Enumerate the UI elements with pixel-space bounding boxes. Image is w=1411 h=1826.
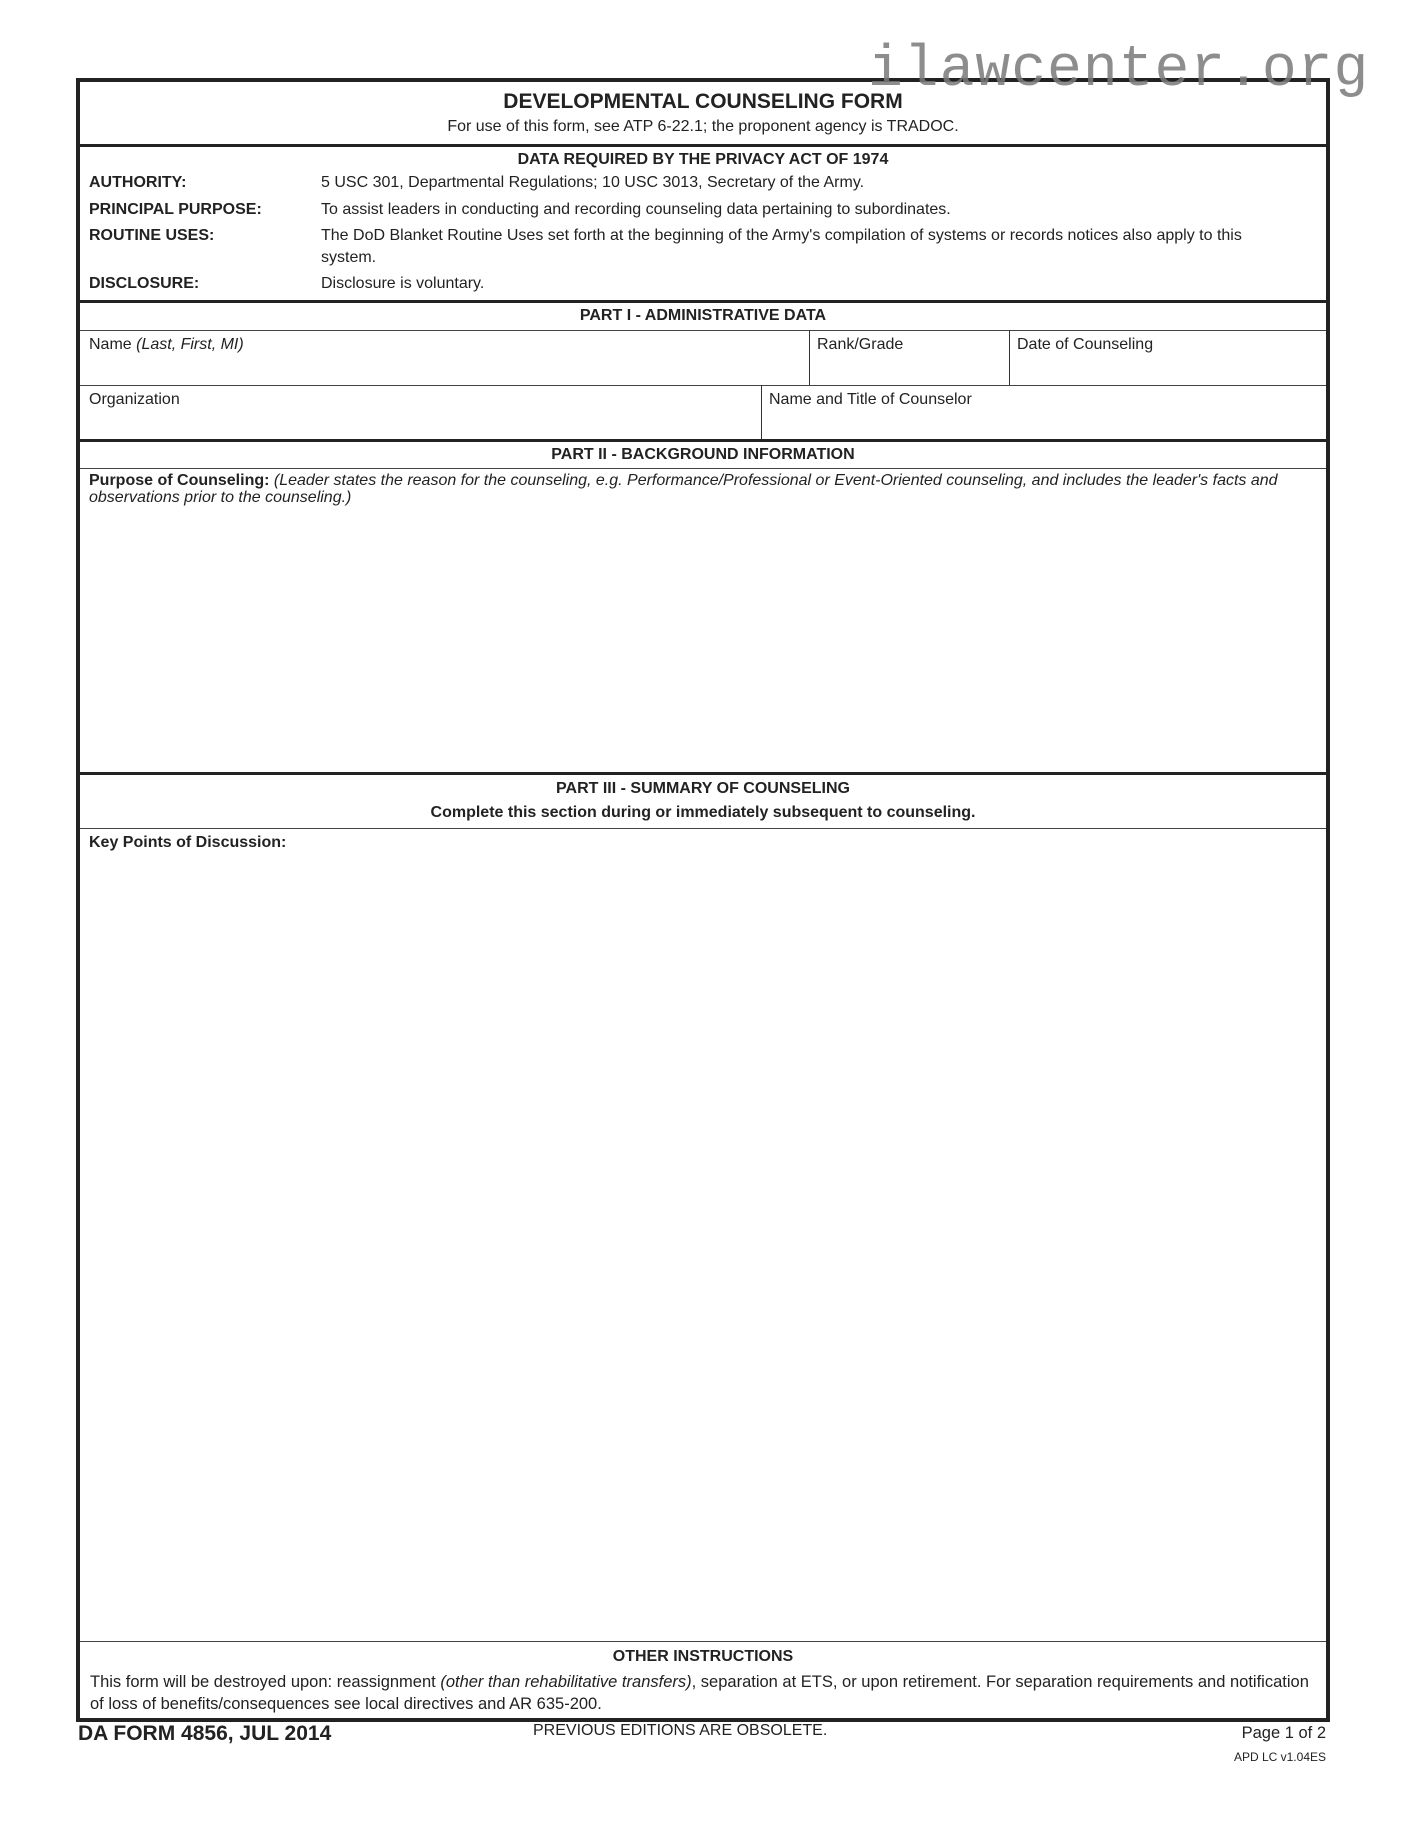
divider	[80, 300, 1326, 303]
organization-label: Organization	[89, 391, 180, 408]
rank-grade-label: Rank/Grade	[817, 336, 904, 353]
part3-heading: PART III - SUMMARY OF COUNSELING	[556, 780, 850, 797]
disclosure-text: Disclosure is voluntary.	[321, 275, 485, 292]
divider	[80, 1641, 1326, 1642]
name-label-hint: (Last, First, MI)	[136, 336, 244, 353]
divider	[80, 439, 1326, 442]
other-instructions-italic: (other than rehabilitative transfers)	[440, 1673, 692, 1691]
form-title: DEVELOPMENTAL COUNSELING FORM	[503, 90, 903, 113]
divider	[80, 828, 1326, 829]
divider	[80, 330, 1326, 331]
other-instructions-text-part: This form will be destroyed upon: reassignment	[90, 1673, 441, 1691]
counselor-label: Name and Title of Counselor	[769, 391, 972, 408]
name-input[interactable]	[89, 362, 799, 384]
divider	[80, 385, 1326, 386]
key-points-label: Key Points of Discussion:	[89, 834, 287, 851]
purpose-hint-text: (Leader states the reason for the counseling, e.g. Performance/Professional or Event-Oriented counseling, and includes the leader's facts and observations prior to the counseling.)	[89, 472, 1278, 506]
authority-label: AUTHORITY:	[89, 174, 187, 191]
principal-purpose-label: PRINCIPAL PURPOSE:	[89, 201, 262, 218]
name-label-text: Name	[89, 336, 132, 353]
other-instructions-heading: OTHER INSTRUCTIONS	[612, 1648, 794, 1665]
authority-text: 5 USC 301, Departmental Regulations; 10 USC 3013, Secretary of the Army.	[321, 174, 865, 191]
counselor-input[interactable]	[769, 416, 1317, 438]
watermark: ilawcenter.org	[868, 38, 1370, 103]
disclosure-label: DISCLOSURE:	[89, 275, 200, 292]
date-of-counseling-label: Date of Counseling	[1017, 336, 1154, 353]
part1-heading: PART I - ADMINISTRATIVE DATA	[579, 307, 827, 324]
purpose-label-text: Purpose of Counseling:	[89, 472, 270, 489]
divider	[80, 144, 1326, 147]
other-instructions-text-part: , separation at ETS, or upon retirement. For separation requirements and notification of loss of benefits/consequences see local directives and AR 635-200.	[90, 1673, 1309, 1713]
version-label: APD LC v1.04ES	[1233, 1750, 1326, 1764]
divider	[1009, 330, 1010, 386]
obsolete-notice: PREVIOUS EDITIONS ARE OBSOLETE.	[533, 1722, 828, 1739]
routine-uses-text: The DoD Blanket Routine Uses set forth at the beginning of the Army's compilation of systems or records notices also apply to this system.	[321, 227, 1242, 266]
divider	[80, 772, 1326, 775]
key-points-input[interactable]	[89, 860, 1317, 1635]
privacy-act-heading: DATA REQUIRED BY THE PRIVACY ACT OF 1974	[517, 151, 889, 168]
routine-uses-label: ROUTINE USES:	[89, 227, 215, 244]
divider	[809, 330, 810, 386]
counseling-form	[76, 78, 1330, 1722]
part3-subheading: Complete this section during or immediately subsequent to counseling.	[430, 804, 976, 821]
principal-purpose-text: To assist leaders in conducting and recording counseling data pertaining to subordinates.	[321, 201, 951, 218]
other-instructions-text	[90, 1671, 1318, 1715]
rank-grade-input[interactable]	[817, 362, 1007, 384]
date-of-counseling-input[interactable]	[1017, 362, 1317, 384]
page-indicator: Page 1 of 2	[1241, 1724, 1326, 1742]
divider	[80, 468, 1326, 469]
part2-heading: PART II - BACKGROUND INFORMATION	[551, 446, 855, 463]
name-field-label	[89, 336, 244, 354]
divider	[761, 385, 762, 439]
form-number: DA FORM 4856, JUL 2014	[78, 1722, 332, 1745]
form-subtitle: For use of this form, see ATP 6-22.1; the proponent agency is TRADOC.	[447, 118, 959, 135]
purpose-of-counseling-label	[89, 472, 1314, 506]
organization-input[interactable]	[89, 416, 754, 438]
purpose-of-counseling-input[interactable]	[89, 510, 1317, 766]
